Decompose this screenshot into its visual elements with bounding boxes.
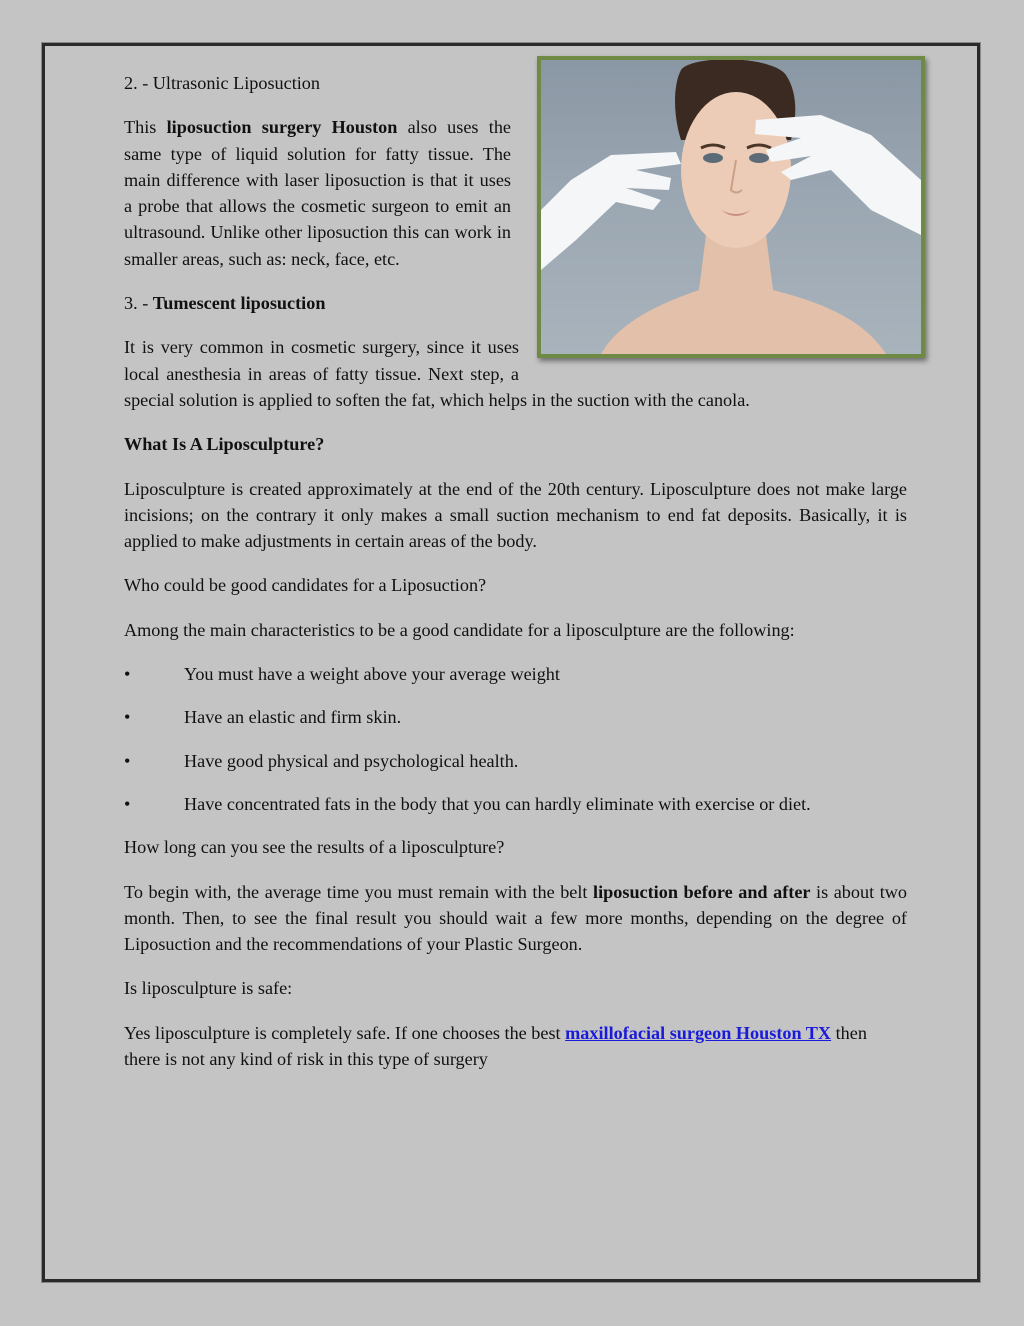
safety-paragraph [124,1020,907,1073]
document-content [124,70,907,1090]
list-item [124,791,907,817]
section3-heading-title: Tumescent liposuction [152,293,326,314]
results-text-start: To begin with, the average time you must remain with the belt [124,881,594,902]
list-item-text: Have an elastic and firm skin. [184,707,402,728]
section2-heading: 2. - Ultrasonic Liposuction [124,73,320,93]
results-text-end: is about two month. Then, to see the final result you should wait a few more months, depending on the degree of Liposuction and the recommendations of your Plastic Surgeon. [124,881,907,955]
list-item-text: Have good physical and psychological health. [184,750,519,771]
liposculpture-paragraph: Liposculpture is created approximately at the end of the 20th century. Liposculpture does not make large incisions; on the contrary it only makes a small suction mechanism to end fat deposits. Basically, it is applied to make adjustments in certain areas of the body. [124,478,907,552]
woman-face-with-gloved-hands-icon [541,60,921,354]
woman-face-photo [537,56,925,358]
candidates-question: Who could be good candidates for a Liposuction? [124,575,487,596]
section3-heading-prefix: 3. - [124,293,153,314]
bullet-icon: • [124,707,131,728]
section2-paragraph [124,114,511,272]
section3-paragraph: It is very common in cosmetic surgery, since it uses local anesthesia in areas of fatty tissue. Next step, a special solution is applied to soften the fat, which helps in the suction with the canola. [124,337,750,410]
bullet-icon: • [124,750,131,771]
section2-text-start: This [124,117,167,138]
document-page [42,43,980,1282]
liposculpture-heading [124,431,907,457]
bullet-icon: • [124,793,131,814]
list-item [124,661,907,687]
safety-question: Is liposculpture is safe: [124,978,293,999]
list-item [124,704,907,730]
list-item [124,748,907,774]
safety-text-end: then there is not any kind of risk in this type of surgery [124,1022,867,1070]
list-item-text: You must have a weight above your average weight [184,664,560,685]
list-item-text: Have concentrated fats in the body that you can hardly eliminate with exercise or diet. [184,793,811,814]
bullet-icon: • [124,664,131,685]
candidates-list [124,661,907,817]
candidates-intro: Among the main characteristics to be a good candidate for a liposculpture are the following: [124,619,795,640]
maxillofacial-surgeon-link[interactable]: maxillofacial surgeon Houston TX [565,1022,832,1043]
section2-keyword: liposuction surgery Houston [166,117,398,138]
results-keyword: liposuction before and after [593,881,811,902]
results-question: How long can you see the results of a liposculpture? [124,837,505,858]
safety-text-start: Yes liposculpture is completely safe. If one chooses the best [124,1022,566,1043]
section2-text-end: also uses the same type of liquid solution for fatty tissue. The main difference with laser liposuction is that it uses a probe that allows the cosmetic surgeon to emit an ultrasound. Unlike other liposuction this can work in smaller areas, such as: neck, face, etc. [124,117,511,269]
liposculpture-heading-text: What Is A Liposculpture? [124,434,325,455]
results-paragraph [124,879,907,958]
